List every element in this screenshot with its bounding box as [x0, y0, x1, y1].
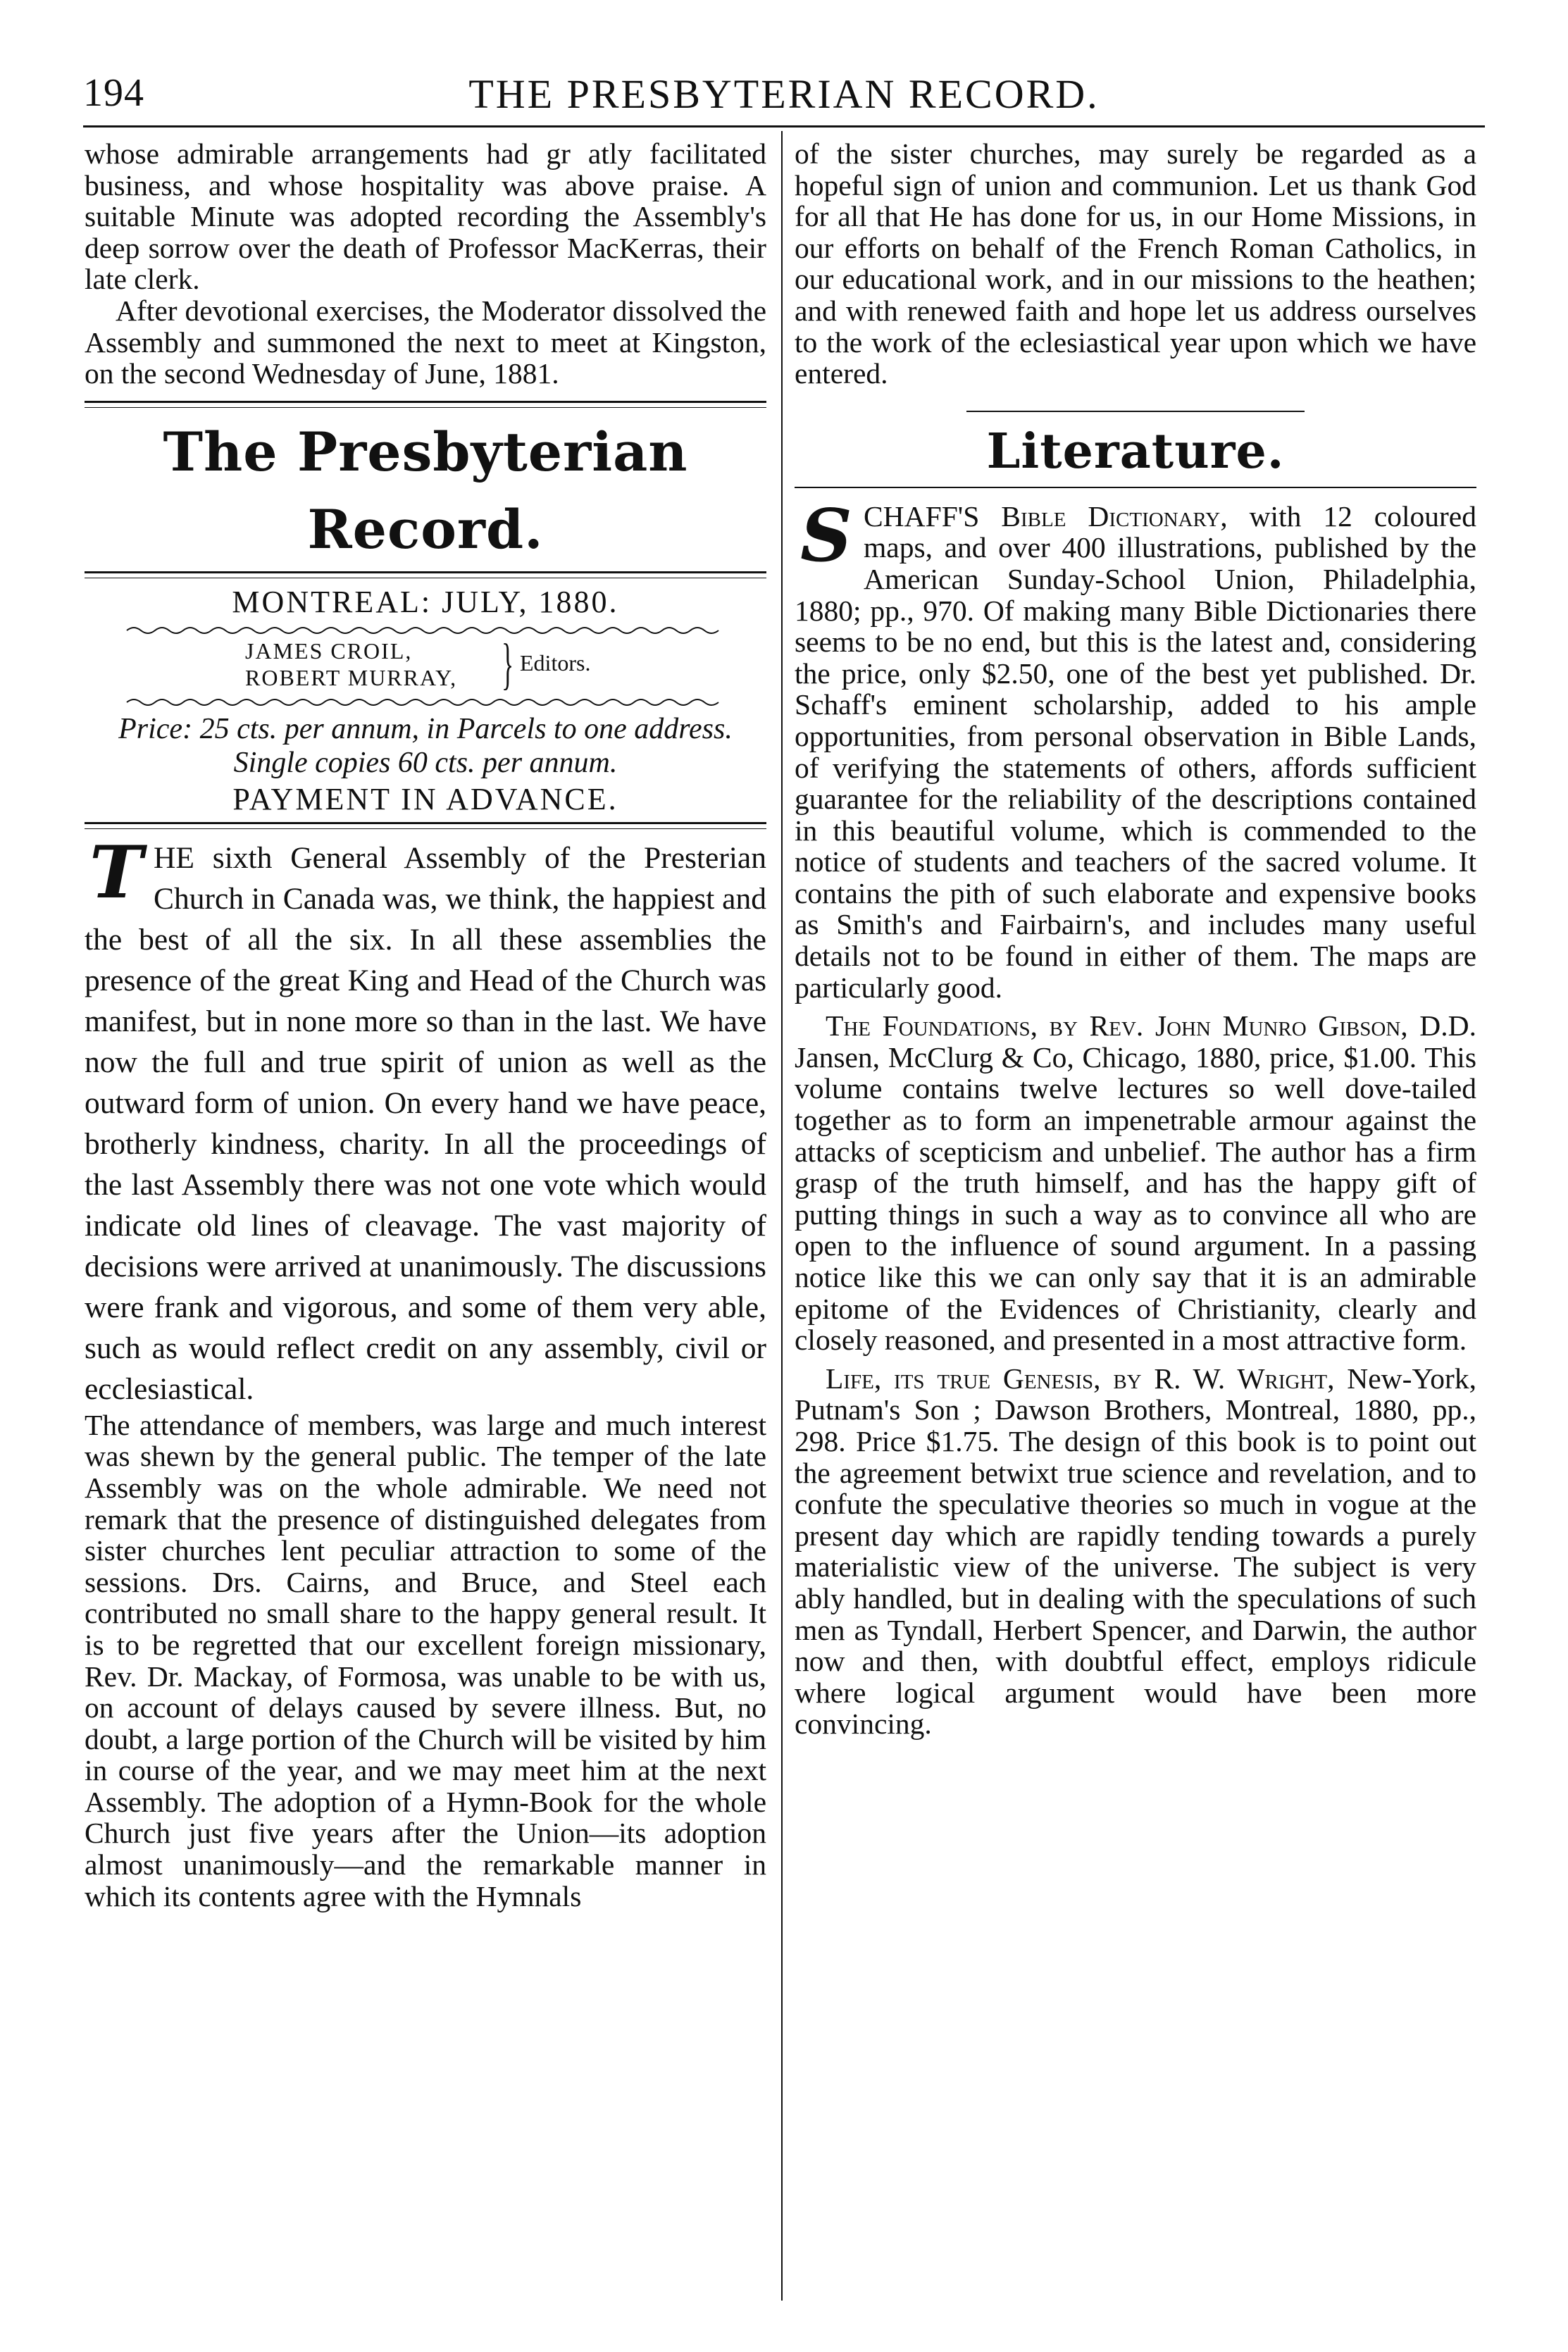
editorial-dropcap: T — [89, 830, 143, 915]
editors-label: Editors. — [520, 649, 591, 676]
masthead-rule-top — [85, 401, 766, 408]
literature-rule — [795, 487, 1476, 488]
price-line: Price: 25 cts. per annum, in Parcels to one address. Single copies 60 cts. per annum. — [118, 712, 733, 779]
masthead-rule-bottom — [85, 571, 766, 578]
dateline: MONTREAL: JULY, 1880. — [232, 584, 619, 619]
review-foundations-title: The Foundations, by Rev. John Munro Gibson, D.D. — [826, 1009, 1476, 1043]
editorial-continued-paragraph: The attendance of members, was large and much interest was shewn by the general public. The temper of the late Assembly was on the whole admirable. We need not remark that the presence of distinguished delegates from sister churches lent peculiar attraction to some of the sessions. Drs. Cairns, and Bruce, and Steel each contributed no small share to the happy general result. It is to be regretted that our excellent foreign missionary, Rev. Dr. Mackay, of Formosa, was unable to be with us, on account of delays caused by severe illness. But, no doubt, a large portion of the Church will be visited by him in course of the year, and we may meet him at the next Assembly. The adoption of a Hymn-Book for the whole Church just five years after the Union—its adoption almost unanimously—and the remarkable manner in which its contents agree with the Hymnals — [85, 1408, 766, 1912]
editor-names — [245, 637, 457, 691]
dissolved-paragraph: After devotional exercises, the Moderator dissolved the Assembly and summoned the next to meet at Kingston, on the second Wednesday of June, 1881. — [85, 294, 766, 390]
brace-icon: } — [502, 633, 514, 695]
review-life-text: New-York, Putnam's Son ; Dawson Brothers, Montreal, 1880, pp., 298. Price $1.75. The design of this book is to point out the agreement betwixt true science and revelation, and to confute the speculative theories so much in vogue at the present day which are rapidly tending towards a purely materialistic view of the universe. The subject is very ably handled, but in dealing with the speculations of such men as Tyndall, Herbert Spencer, and Darwin, the author now and then, with doubtful effect, employs ridicule where logical argument would have been more convincing. — [795, 1362, 1476, 1741]
review-schaff — [795, 493, 1476, 1004]
editor-murray: ROBERT MURRAY, — [245, 664, 458, 690]
running-title: THE PRESBYTERIAN RECORD. — [468, 71, 1100, 117]
review-life-title: Life, its true Genesis, by R. W. Wright, — [826, 1362, 1335, 1395]
review-dropcap: S — [800, 493, 852, 578]
editorial-lead-paragraph: HE sixth General Assembly of the Presterian Church in Canada was, we think, the happiest and the best of all the six. In all these assemblies the presence of the great King and Head of the Church was manifest, but in none more so than in the last. We have now the full and true spirit of union as well as the outward form of union. On every hand we have peace, brotherly kindness, charity. In all the proceedings of the last Assembly there was not one vote which would indicate old lines of cleavage. The vast majority of decisions were arrived at unanimously. The discussions were frank and vigorous, and some of them very able, such as would reflect credit on any assembly, civil or ecclesiastical. — [85, 840, 766, 1406]
wavy-rule-bottom — [85, 697, 766, 708]
review-schaff-text: with 12 coloured maps, and over 400 illustrations, published by the American Sunday-School Union, Philadelphia, 1880; pp., 970. Of making many Bible Dictionaries there seems to be no end, but this is the latest and, considering the price, only $2.50, one of the best yet published. Dr. Schaff's eminent scholarship, added to his ample opportunities, from personal observation in Bible Lands, of verifying the statements of others, affords sufficient guarantee for the reliability of the descriptions contained in this beautiful volume, which is commended to the notice of students and teachers of the sacred volume. It contains the pith of such elaborate and expensive books as Smith's and Fairbairn's, and includes many useful details not to be found in either of them. The maps are particularly good. — [795, 499, 1476, 1004]
literature-heading: Literature. — [986, 423, 1285, 480]
section-rule — [966, 411, 1305, 412]
header-rule — [83, 125, 1485, 127]
page-header — [83, 70, 1485, 127]
editorial-article — [85, 830, 766, 1912]
masthead-title: The Presbyterian Record. — [163, 420, 688, 561]
editors-block — [85, 633, 766, 697]
continued-paragraph-right: of the sister churches, may surely be regarded as a hopeful sign of union and communion. Let us thank God for all that He has done for us, in our Home Missions, in our efforts on behalf of the French Roman Catholics, in our educational work, and in our missions to the heathen; and with renewed faith and hope let us address ourselves to the work of the eclesiastical year upon which we have entered. — [795, 137, 1476, 390]
review-schaff-title: CHAFF'S Bible Dictionary, — [864, 499, 1228, 533]
left-column — [85, 138, 766, 1912]
editor-croil: JAMES CROIL, — [245, 637, 413, 664]
wavy-rule-top — [85, 625, 766, 636]
review-foundations-text: Jansen, McClurg & Co, Chicago, 1880, price, $1.00. This volume contains twelve lectures so well dove-tailed together as to form an impenetrable armour against the attacks of scepticism and unbelief. The author has a firm grasp of the truth himself, and has the happy gift of putting things in such a way as to convince all who are open to the influence of sound argument. In a passing notice like this we can only say that it is an admirable epitome of the Evidences of Christianity, clearly and closely reasoned, and presented in a most attractive form. — [795, 1040, 1476, 1357]
column-divider — [781, 131, 783, 2301]
payment-notice: PAYMENT IN ADVANCE. — [232, 781, 618, 816]
continued-paragraph: whose admirable arrangements had gr atly facilitated business, and whose hospitality was above praise. A suitable Minute was adopted recording the Assembly's deep sorrow over the death of Professor MacKerras, their late clerk. — [85, 137, 766, 296]
review-life — [795, 1363, 1476, 1740]
editorial-rule — [85, 822, 766, 829]
right-column — [795, 138, 1476, 1740]
review-foundations — [795, 1010, 1476, 1356]
page-number: 194 — [83, 71, 144, 115]
